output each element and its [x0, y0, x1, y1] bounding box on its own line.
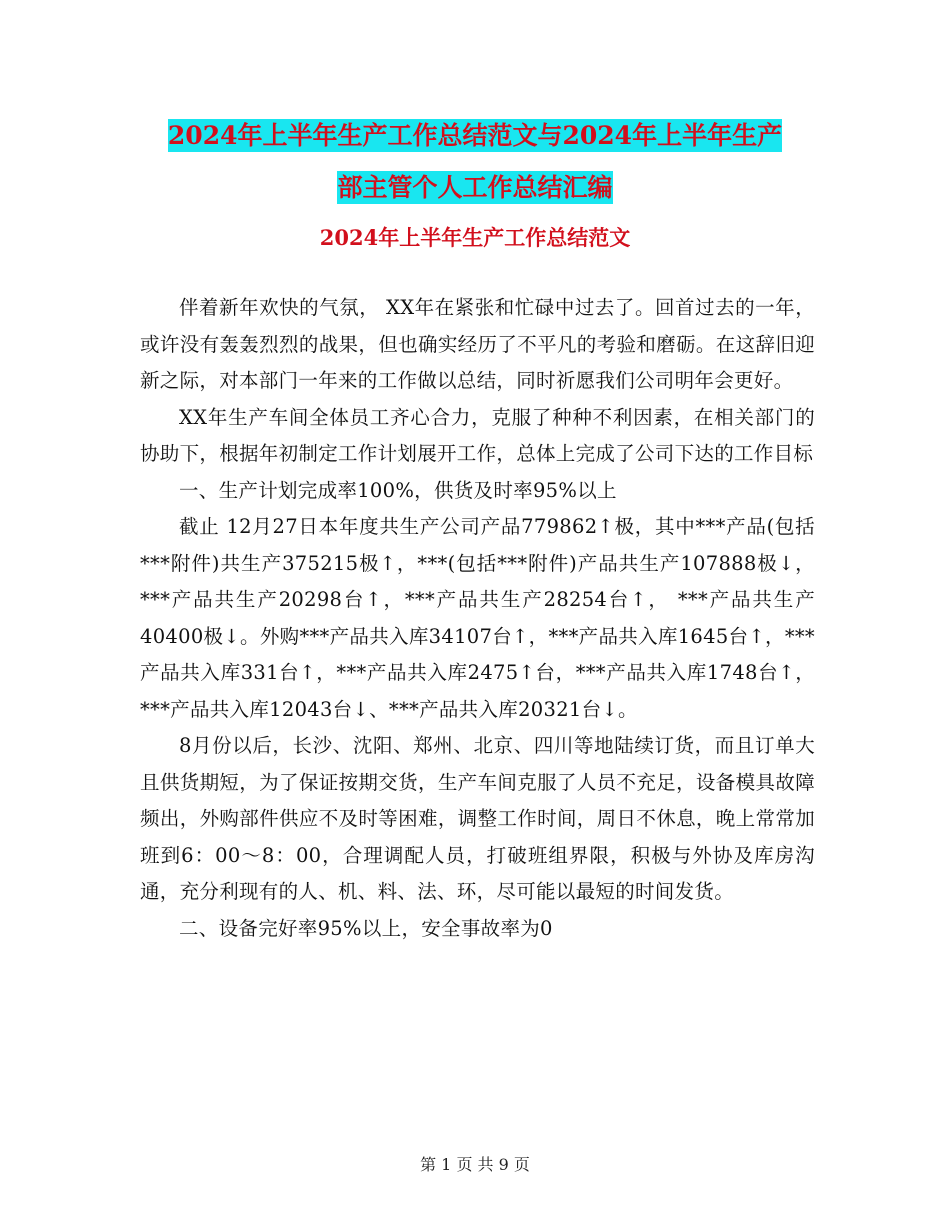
section-subtitle: 2024年上半年生产工作总结范文	[319, 225, 631, 250]
document-title-line-2: 部主管个人工作总结汇编	[337, 173, 613, 202]
body-paragraph-1: 伴着新年欢快的气氛， XX年在紧张和忙碌中过去了。回首过去的一年，或许没有轰轰烈烈的战果，但也确实经历了不平凡的考验和磨砺。在这辞旧迎新之际，对本部门一年来的工作做以总结，同时祈愿我们公司明年会更好。	[140, 296, 815, 392]
document-body	[140, 290, 815, 947]
body-paragraph-2: XX年生产车间全体员工齐心合力，克服了种种不利因素，在相关部门的协助下，根据年初制定工作计划展开工作，总体上完成了公司下达的工作目标	[140, 405, 815, 465]
page-footer: 第 1 页 共 9 页	[420, 1155, 530, 1174]
document-title	[0, 110, 950, 214]
body-paragraph-3: 截止 12月27日本年度共生产公司产品779862↑极，其中***产品(包括***附件)共生产375215极↑，***(包括***附件)产品共生产107888极↓， ***产品共生产20298台↑，***产品共生产28254台↑， ***产品共生产40400极↓。外购***产品共入库34107台↑，***产品共入库1645台↑，***产品共入库331台↑，***产品共入库2475↑台，***产品共入库1748台↑， ***产品共入库12043台↓、***产品共入库20321台↓。	[140, 515, 815, 721]
body-paragraph-4: 8月份以后，长沙、沈阳、郑州、北京、四川等地陆续订货，而且订单大且供货期短，为了保证按期交货，生产车间克服了人员不充足，设备模具故障频出，外购部件供应不及时等困难，调整工作时间，周日不休息，晚上常常加班到6：00～8：00，合理调配人员，打破班组界限，积极与外协及库房沟通，充分利现有的人、机、料、法、环，尽可能以最短的时间发货。	[140, 734, 815, 903]
document-title-line-1: 2024年上半年生产工作总结范文与2024年上半年生产	[167, 121, 783, 150]
section-heading-2: 二、设备完好率95%以上，安全事故率为0	[179, 916, 553, 940]
section-heading-1: 一、生产计划完成率100%，供货及时率95%以上	[179, 478, 617, 502]
